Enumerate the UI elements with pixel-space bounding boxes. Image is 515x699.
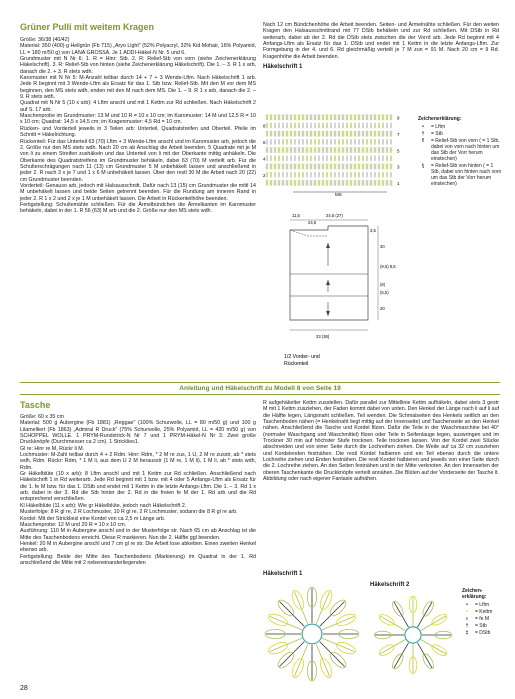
stitch-spoke (320, 601, 345, 626)
legend-text: = Lftm (431, 124, 446, 130)
paragraph: Karomuster mit N Nr 5: M-Anzahl teilbar durch 14 + 7 + 3 Wende-Lftm. Nach Häkelschrift 1 arb. Jede R beginnt mit 3 Wende-Lftm als Ersatz für das 1. Stb bzw. Relief-Stb. Mit den M vor dem MS beginnen, den MS stets wdh, enden mit den M nach dem MS. Die 1. – 9. R 1 x arb, danach die 2. – 9. R stets wdh. (20, 75, 256, 101)
paragraph: Quadrat mit N Nr 5 (10 x arb): 4 Lftm anschl und mit 1 Kettm zur Rd schließen. Nach Häkelschrift 2 auf S. 17 arb. (20, 100, 256, 113)
section1-title: Grüner Pulli mit weitem Kragen (20, 22, 155, 32)
legend-text: = Stb (431, 131, 443, 137)
legend-text: = fe M (475, 616, 490, 622)
legend-title: Zeichenerklärung: (418, 116, 462, 122)
paragraph: Material: 350 (400) g Hellgrün (Fb 715) „Aryo Light" (52% Polyacryl, 32% Kid Mohair, 16% Polyamid, LL = 180 m/50 g) von LANA GROSSA. Je 1 ADDI-Häkel-N Nr. 5 und 6. (20, 43, 256, 56)
stitch-spoke (380, 640, 405, 655)
dim-label: 20 (380, 306, 385, 311)
dim-label: (8) (380, 282, 386, 287)
paragraph: Vorderteil: Genauso arb, jedoch mit Halsausschnitt. Dafür nach 13 (15) cm Grundmuster die mittl 14 M unbehäkelt lassen und beide Seiten getrennt beenden. Für die Rundung am inneren Rand in jeder 2. R 1 x 2 und 2 x je 1 M unbehäkelt lassen. Die Arbeit in Rückenteilhöhe beenden. (20, 182, 256, 202)
dim-label: 11,5 (292, 213, 300, 218)
stitch-spoke (279, 642, 304, 667)
row-number: 1 (397, 181, 400, 187)
paragraph: Musterfolge: 8 R gl re, 2 R Lochmuster, 10 R gl re, 2 R Lochmuster, sodann die 8 R gl re arb. (20, 509, 238, 516)
paragraph: Gl re: Hinr re M, Rückr li M. (20, 445, 85, 452)
chart-row (265, 122, 393, 128)
flower-core (405, 627, 421, 643)
row-number: 4 (263, 156, 266, 162)
stitch-spoke (380, 616, 405, 631)
dstb-symbol-icon: ‡ (465, 630, 469, 636)
row-number: 7 (397, 131, 400, 137)
paragraph: Gr Häkelblüte (10 x arb): 8 Lftm anschl und mit 1 Kettm zur Rd schließen. Anschließend nach Häkelschrift 1 in Rd weiterarb. Jede Rd beginnt mit 1 bzw. mit 4 oder 5 Anfangs-Lftm als Ersatz für die 1. fe M bzw. für das 1. DStb und endet mit 1 Kettm in die letzte Anfangs-Lftm. Die 1. – 3. Rd 1 x arb, dabei in der 3. Rd die Stb hinter der 2. Rd in die freien fe M der 1. Rd arb und die Rd entsprechend verschließen. (20, 471, 256, 503)
stitch-spoke (394, 602, 409, 627)
paragraph: Rücken- und Vorderteil jeweils in 3 Teilen arb: Unterteil, Quadratstreifen und Oberteil. Pfeile im Schnitt = Häkelrichtung. (20, 125, 256, 139)
stb-symbol-icon: † (421, 131, 425, 137)
paragraph: R aufgehäkelter Kettm zusstellen. Dafür parallel zur Mittellinie Kettm aufhäkeln, dabei stets 3 gestr M mit 1 Kettm zusziehen, der Faden kommt dabei von unten. Den Henkel der Länge nach li auf li auf die Hälfte legen, Längsnaht schließen. Teil wenden. Die Schmalseiten des Henkels seitlich an den Taschenboden nähen (= Henkelnaht liegt mittig auf der Innenseite) und Taschenseite an den Henkel nähen. Anschließend die Tasche und Kordel filzen. Dafür die Teile in der Waschmaschine bei 40° (normaler Waschgang und Waschmittel) filzen oder Teile in Seifenlauge legen, auswringen und im Trockner 30 min auf höchster Stufe trocknen. Teile trocknen lassen. Von der Kordel zwei Stücke abschneiden und von einer Seite durch die Lochreihen ziehen. Die Weite auf ca 32 cm zusziehen und Kordelenden festnähen. Die restl Kordel halbieren und ein Teil ebenso durch die untere Lochreihe ziehen und Enden festnähen. Die restl Kordel halbieren und jeweils von einer Seite durch die 2. Lochreihe ziehen. An den Seiten festnähen und in der Mitte verknoten. An den Innenseiten der oberen Taschenkante die Druckknöpfe verteilt annähen. Die Blüten auf der Vorderseite der Tasche lt. Abbildung oder nach eigener Fantasie aufnähen. (263, 400, 499, 483)
legend-text: = Stb (475, 623, 487, 629)
paragraph: Kordel: Mit der Strickliesl eine Kordel von ca 2,5 m Länge arb. (20, 515, 166, 522)
legend-text: = Kettm (475, 609, 493, 615)
paragraph: Henkel: 20 M in Aubergine anschl und 7 cm gl re str. Die Arbeit lose abketten. Einen zweiten Henkel ebenso arb. (20, 540, 256, 554)
band-title: Anleitung und Häkelschrift zu Modell 8 von Seite 19 (179, 385, 341, 392)
legend-1 (418, 116, 502, 188)
paragraph: Material: 500 g Aubergine (Fb 1881) „Reggae" (100% Schurwolle, LL = 80 m/50 g) und 100 g Lilamelliert (Fb 1863) „Admiral R Druck" (75% Schurwolle, 25% Polyamid, LL = 420 m/50 g) von SCHOPPEL WOLLE. 1 PRYM-Rundstrick-N Nr 7 und 1 PRYM-Häkel-N Nr 3. Zwei große Druckknöpfe (Durchmesser ca 2 cm). 1 Stricklies1. (20, 420, 256, 446)
lftm-symbol-icon: • (422, 124, 424, 130)
paragraph: Grundmuster mit N Nr 6: 1. R = Hinr: Stb. 2. R: Relief-Stb von vorn (siehe Zeichenerklärung Häkelschrift). 3. R: Relief-Stb von hinten (siehe Zeichenerklärung Häkelschrift). Die 1. – 3. R 1 x arb, danach die 2. + 3. R stets wdh. (20, 56, 256, 75)
paragraph: Kl Häkelblüte (11 x arb): Wie gr Häkelblüte, jedoch nach Häkelschrift 2. (20, 502, 187, 509)
dim-label: 24,5 (27) (326, 213, 343, 218)
dim-label: (5,5) (380, 290, 389, 295)
legend-title: Zeichen-erklärung: (462, 588, 487, 600)
stitch-spoke (320, 642, 345, 667)
legend-2 (462, 588, 506, 637)
section2-left-column (20, 400, 256, 566)
dim-label: (9,5) 8,5 (380, 264, 396, 269)
row-number: 5 (397, 148, 400, 154)
legend-text: = Relief-Stb von hinten ( = 1 Stb, dabei von hinten nach vorn um das Stb der Vorr herum einstechen) (431, 163, 502, 187)
paragraph: Fertigstellung: Schultemähte schließen. Für die Ärmelbündchen die Ärmelkanten im Karomuster behäkeln, dabei in der 1. R 56 (63) M arb und die 2. Größe nur den MS stets wdh. (20, 201, 256, 215)
relief-back-symbol-icon: ƫ (422, 163, 424, 169)
stitch-spoke (418, 602, 433, 627)
chart-row (265, 171, 393, 177)
flower-chart-1 (262, 584, 362, 684)
chart-row (265, 130, 393, 136)
paragraph: Maschenprobe im Grundmuster: 13 M und 10 R = 10 x 10 cm; im Karomuster: 14 M und 12,5 R = 10 x 10 cm; Quadrat: 14,5 x 14,5 cm; im Kragenmuster: 4,5 Rd = 10 cm. (20, 113, 256, 126)
fe-m-symbol-icon: ı (466, 616, 468, 622)
schematic-caption: Rückenteil (284, 361, 309, 367)
paragraph: Lochmuster: M-Zahl teilbar durch 4 + 2 Rdm. Hinr: Rdm, * 2 M re zus, 1 U, 2 M re zusstr, ab * stets wdh, Rdm. Rückr: Rdm, * 1 M li, aus dem U 2 M herausstr (1 M re, 1 M li), 1 M li, ab * stets wdh, Rdm. (20, 452, 256, 471)
dim-label: 30 (380, 244, 385, 249)
flower-core (302, 624, 322, 644)
paragraph: Nach 12 cm Bündchenhöhe die Arbeit beenden. Seiten- und Ärmelnähte schließen. Für den weiten Kragen den Halsausschnittrand mit 77 DStb behäkeln und zur Rd schließen. Mit DStb in Rd weiterarb, dabei ab der 2. Rd die DStb stets zwischen die der Vorrd arb. Jede Rd beginnt mit 4 Anfangs-Lftm als Ersatz für das 1. DStb und endet mit 1 Kettm in die letzte Anfangs-Lftm. Zur Formgebung in der 4. und 6. Rd gleichmäßig verteilt je 7 M zun = 91 M. Nach 20 cm = 9 Rd. Kragenhöhe die Arbeit beenden. (263, 22, 499, 60)
row-number: 2 (263, 172, 266, 178)
stitch-spoke (418, 643, 433, 668)
dim-label: 33 (36) (316, 334, 330, 339)
paragraph: Ausführung: 110 M in Aubergine anschl und in der Musterfolge str. Nach 65 cm ab Anschlag ist die Mitte des Taschenbodens erreicht. Diese R markieren. Nun die 2. Hälfte ggl beenden. (20, 528, 256, 541)
legend-text: = Lftm (475, 602, 490, 608)
row-number: 6 (263, 140, 266, 146)
row-number: 3 (397, 164, 400, 170)
chart2-1-title: Häkelschrift 1 (263, 571, 303, 577)
relief-front-symbol-icon: ƭ (422, 138, 424, 144)
paragraph: Größe: 36/38 (40/42) (20, 37, 70, 43)
row-number: 8 (263, 123, 266, 129)
kettm-symbol-icon: • (466, 609, 468, 615)
section1-right-column (263, 22, 499, 70)
schematic-caption: 1/2 Vorder- und (284, 354, 320, 360)
chart-row (265, 114, 393, 120)
dim-label: 24,5 (308, 220, 317, 225)
dim-label: 3,5 (370, 228, 376, 233)
chart1-title: Häkelschrift 1 (263, 64, 303, 71)
ms-label: MS (335, 192, 342, 196)
page-number: 28 (20, 685, 28, 692)
section-band (20, 382, 500, 395)
legend-text: = Relief-Stb von vorn ( = 1 Stb, dabei von vorn nach hinten um das Stb der Vorr herum einstechen) (431, 138, 500, 162)
stitch-spoke (394, 643, 409, 668)
section2-right-column (263, 400, 499, 482)
section1-left-column (20, 22, 256, 215)
stitch-spoke (421, 640, 446, 655)
row-number: 9 (397, 115, 400, 121)
paragraph: Größe: 60 x 35 cm (20, 414, 64, 420)
paragraph: Maschenprobe: 12 M und 20 R = 10 x 10 cm. (20, 521, 127, 528)
chart-row (265, 139, 393, 145)
crochet-chart-1 (263, 110, 413, 196)
chart2-2-title: Häkelschrift 2 (370, 582, 410, 588)
paragraph: Rückenteil: Für das Unterteil 63 (70) Lftm + 3 Wende-Lftm anschl und im Karomuster arb, jedoch die 2. Größe nur den MS stets wdh. Nach 20 cm ab Anschlag die Arbeit beenden. 5 Quadrate mit je M von li zu einem Streifen zushäkeln und das Unterteil von li mit der Oberkante mittig anhäkeln. Die Oberkante des Quadratstreifens im Grundmuster behäkeln, dabei 63 (70) M verteilt arb. Für die Schulterschrägungen nach 11 (13) cm Grundmuster 5 M unbehäkelt lassen und anschließend in jeder 2. R nach 3 x je 7 und 1 x 6 M unbehäkelt lassen. Über den restl 30 M die Arbeit nach 20 (22) cm Grundmuster beenden. (20, 138, 256, 183)
lftm-symbol-icon: • (466, 602, 468, 608)
stb-symbol-icon: † (465, 623, 469, 629)
chart-row (265, 155, 393, 161)
sweater-schematic (268, 208, 418, 378)
stitch-spoke (279, 601, 304, 626)
flower-chart-2 (372, 594, 454, 676)
chart-row (265, 163, 393, 169)
stitch-spoke (421, 616, 446, 631)
chart-row (265, 147, 393, 153)
paragraph: Fertigstellung: Beide der Mitte des Taschenbodens (Markierung) im Quadrat in der 1. Rd anschließend die Mitte mit 2 nebeneinanderliegenden (20, 553, 256, 566)
section2-title: Tasche (20, 400, 51, 410)
legend-text: = DStb (475, 630, 491, 636)
chart-row (265, 180, 393, 186)
